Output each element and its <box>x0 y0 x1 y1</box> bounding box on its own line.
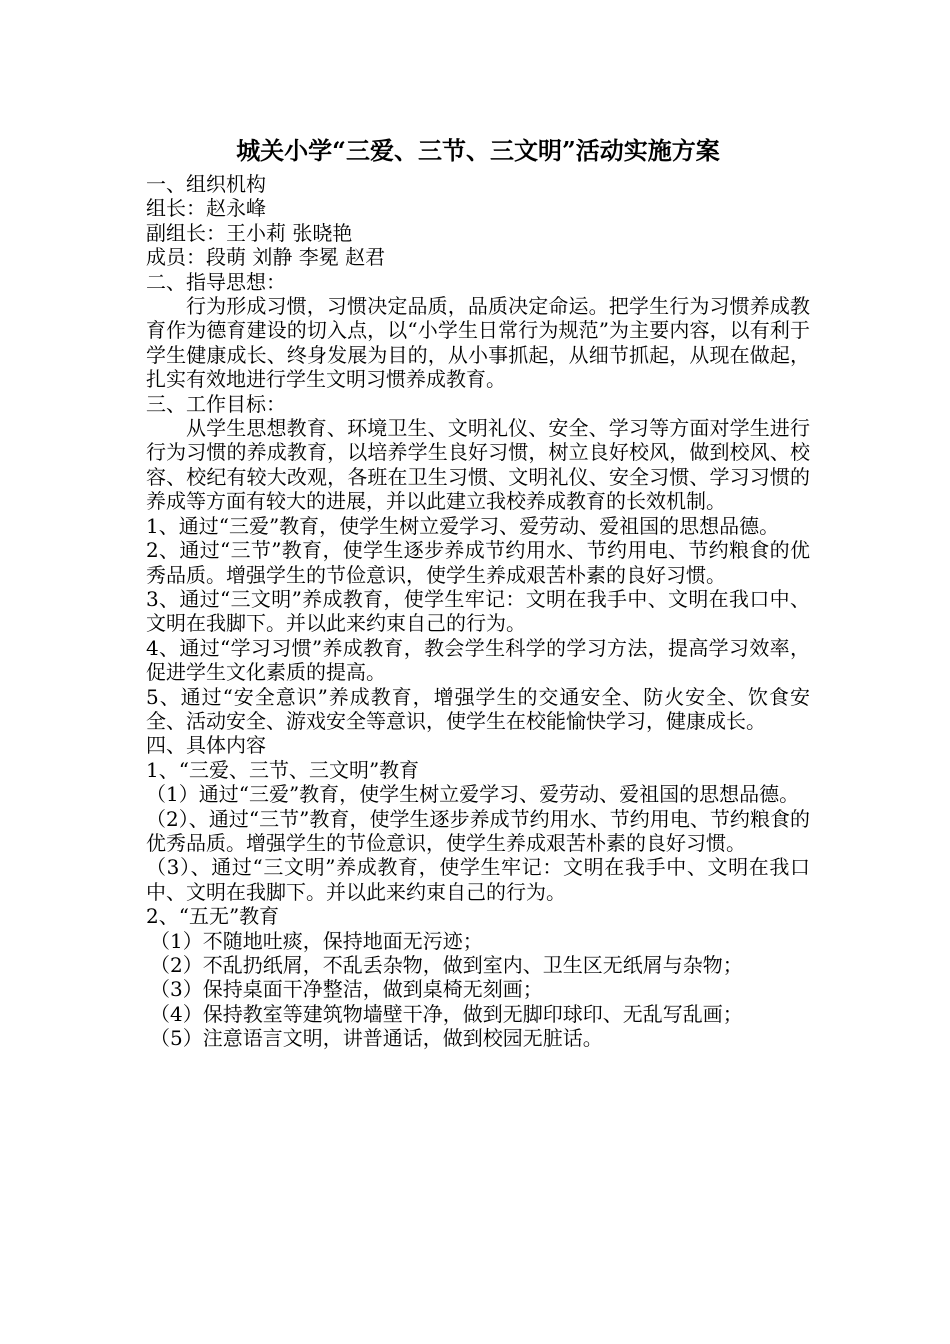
content-part1-item: （1）通过“三爱”教育，使学生树立爱学习、爱劳动、爱祖国的思想品德。 <box>146 782 800 807</box>
section-heading-org: 一、组织机构 <box>146 172 266 196</box>
five-no-list <box>146 929 810 1051</box>
goal-item: 3、通过“三文明”养成教育，使学生牢记：文明在我手中、文明在我口中、文明在我脚下。并以此来约束自己的行为。 <box>146 586 810 636</box>
five-no-item: （5）注意语言文明，讲普通话，做到校园无脏话。 <box>150 1026 603 1051</box>
section-heading-guiding: 二、指导思想： <box>146 269 286 294</box>
five-no-item: （2）不乱扔纸屑，不乱丢杂物，做到室内、卫生区无纸屑与杂物； <box>150 953 743 977</box>
five-no-item: （4）保持教室等建筑物墙壁干净，做到无脚印球印、无乱写乱画； <box>150 1001 743 1026</box>
section-heading-goals: 三、工作目标： <box>146 391 286 416</box>
document-body <box>146 172 810 1051</box>
section-heading-content: 四、具体内容 <box>146 733 266 758</box>
document-title: 城关小学“三爱、三节、三文明”活动实施方案 <box>236 136 720 165</box>
five-no-item: （3）保持桌面干净整洁，做到桌椅无刻画； <box>150 977 543 1002</box>
five-no-item: （1）不随地吐痰，保持地面无污迹； <box>150 928 483 953</box>
goal-item: 2、通过“三节”教育，使学生逐步养成节约用水、节约用电、节约粮食的优秀品质。增强学生的节俭意识，使学生养成艰苦朴素的良好习惯。 <box>146 538 810 587</box>
goal-item: 4、通过“学习习惯”养成教育，教会学生科学的学习方法，提高学习效率，促进学生文化素质的提高。 <box>146 635 810 685</box>
content-part1-heading: 1、“三爱、三节、三文明”教育 <box>146 757 420 782</box>
org-deputy: 副组长：王小莉 张晓艳 <box>146 220 353 245</box>
guiding-paragraph: 行为形成习惯，习惯决定品质，品质决定命运。把学生行为习惯养成教育作为德育建设的切入点，以“小学生日常行为规范”为主要内容，以有利于学生健康成长、终身发展为目的，从小事抓起，从细节抓起，从现在做起，扎实有效地进行学生文明习惯养成教育。 <box>146 294 810 392</box>
content-part2-heading: 2、“五无”教育 <box>146 904 280 929</box>
goal-item: 5、通过“安全意识”养成教育，增强学生的交通安全、防火安全、饮食安全、活动安全、游戏安全等意识，使学生在校能愉快学习，健康成长。 <box>146 684 810 733</box>
goal-item: 1、通过“三爱”教育，使学生树立爱学习、爱劳动、爱祖国的思想品德。 <box>146 513 780 538</box>
org-leader: 组长：赵永峰 <box>146 196 266 221</box>
content-part1-item: （3）、通过“三文明”养成教育，使学生牢记：文明在我手中、文明在我口中、文明在我脚下。并以此来约束自己的行为。 <box>146 855 810 904</box>
goals-paragraph: 从学生思想教育、环境卫生、文明礼仪、安全、学习等方面对学生进行行为习惯的养成教育，以培养学生良好习惯，树立良好校风，做到校风、校容、校纪有较大改观，各班在卫生习惯、文明礼仪、安全习惯、学习习惯的养成等方面有较大的进展，并以此建立我校养成教育的长效机制。 <box>146 416 810 514</box>
org-members: 成员：段萌 刘静 李冕 赵君 <box>146 245 386 270</box>
content-part1-item: （2）、通过“三节”教育，使学生逐步养成节约用水、节约用电、节约粮食的优秀品质。增强学生的节俭意识，使学生养成艰苦朴素的良好习惯。 <box>146 806 810 855</box>
